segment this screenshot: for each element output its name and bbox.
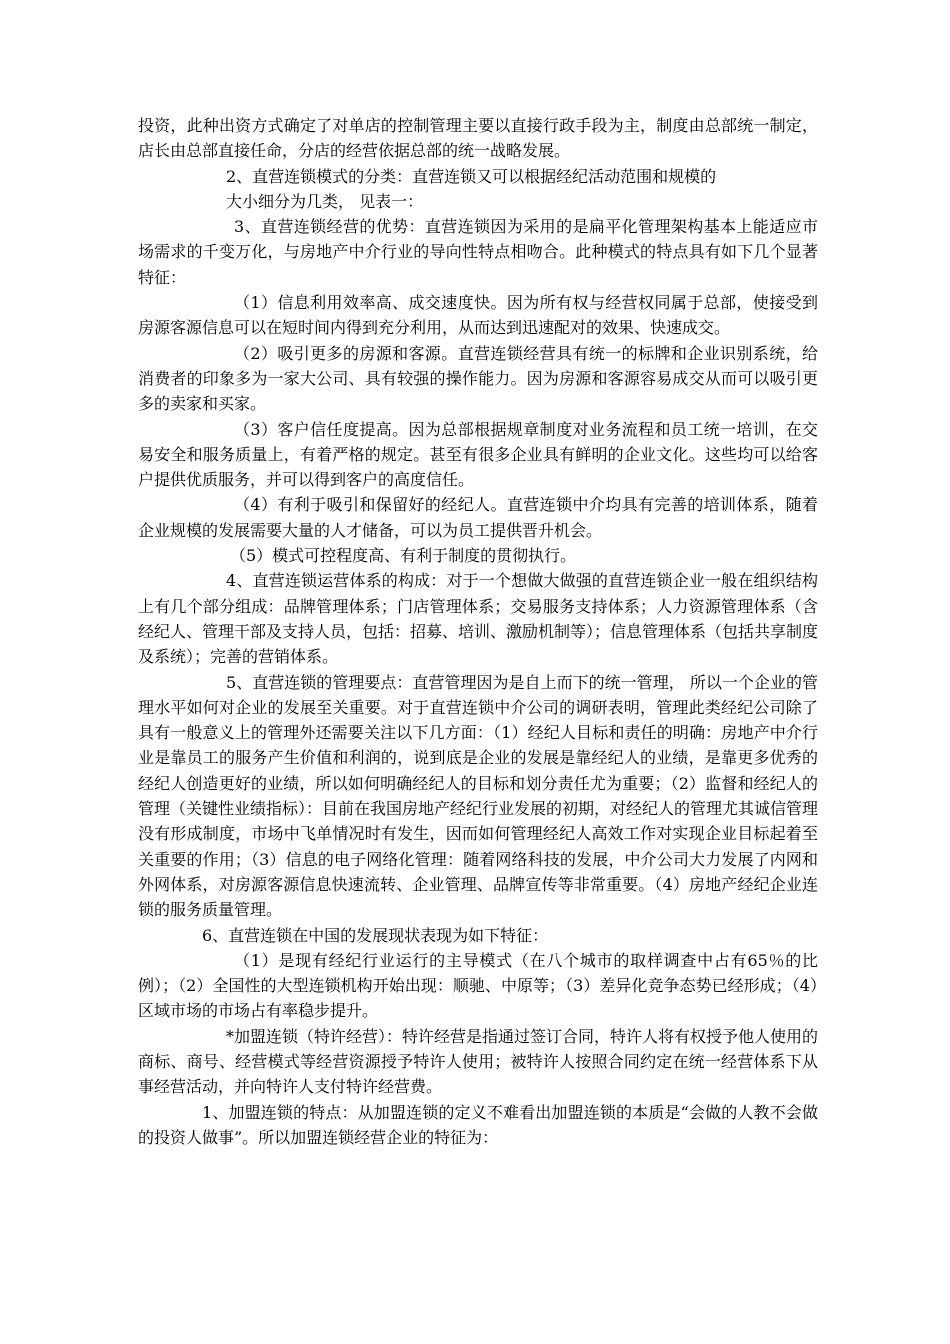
paragraph-advantage-5: （5）模式可控程度高、有利于制度的贯彻执行。	[230, 546, 577, 566]
paragraph-advantage-4: （4）有利于吸引和保留好的经纪人。直营连锁中介均具有完善的培训体系，随着企业规模的发展需要大量的人才储备，可以为员工提供晋升机会。	[138, 495, 818, 540]
paragraph-classification: 2、直营连锁模式的分类：直营连锁又可以根据经纪活动范围和规模的	[226, 166, 717, 186]
paragraph-china-status-items: （1）是现有经纪行业运行的主导模式（在八个城市的取样调查中占有65％的比例）；（2）全国性的大型连锁机构开始出现：顺驰、中原等；（3）差异化竞争态势已经形成；（4）区域市场的市场占有率稳步提升。	[138, 950, 818, 1021]
document-body	[138, 113, 818, 1150]
paragraph-investment-intro: 投资，此种出资方式确定了对单店的控制管理主要以直接行政手段为主，制度由总部统一制定，店长由总部直接任命，分店的经营依据总部的统一战略发展。	[138, 116, 818, 161]
paragraph-operating-system: 4、直营连锁运营体系的构成：对于一个想做大做强的直营连锁企业一般在组织结构上有几个部分组成：品牌管理体系；门店管理体系；交易服务支持体系；人力资源管理体系（含经纪人、管理干部及支持人员，包括：招募、培训、激励机制等）；信息管理体系（包括共享制度及系统）；完善的营销体系。	[138, 571, 819, 667]
paragraph-classification-cont: 大小细分为几类， 见表一：	[226, 191, 424, 211]
paragraph-franchise-features: 1、加盟连锁的特点：从加盟连锁的定义不难看出加盟连锁的本质是“会做的人教不会做的投资人做事”。所以加盟连锁经营企业的特征为：	[138, 1102, 818, 1147]
paragraph-advantages: 3、直营连锁经营的优势：直营连锁因为采用的是扁平化管理架构基本上能适应市场需求的千变万化，与房地产中介行业的导向性特点相吻合。此种模式的特点具有如下几个显著特征：	[138, 217, 818, 287]
paragraph-franchise-definition: *加盟连锁（特许经营）：特许经营是指通过签订合同，特许人将有权授予他人使用的商标、商号、经营模式等经营资源授予特许人使用；被特许人按照合同约定在统一经营体系下从事经营活动，并向特许人支付特许经营费。	[138, 1026, 819, 1097]
paragraph-advantage-2: （2）吸引更多的房源和客源。直营连锁经营具有统一的标牌和企业识别系统，给消费者的印象多为一家大公司、具有较强的操作能力。因为房源和客源容易成交从而可以吸引更多的卖家和买家。	[138, 343, 818, 414]
paragraph-china-status: 6、直营连锁在中国的发展现状表现为如下特征：	[202, 925, 549, 945]
paragraph-management-points: 5、直营连锁的管理要点：直营管理因为是自上而下的统一管理， 所以一个企业的管理水平如何对企业的发展至关重要。对于直营连锁中介公司的调研表明，管理此类经纪公司除了具有一般意义上的管理外还需要关注以下几方面：（1）经纪人目标和责任的明确：房地产中介行业是靠员工的服务产生价值和利润的，说到底是企业的发展是靠经纪人的业绩，是靠更多优秀的经纪人创造更好的业绩，所以如何明确经纪人的目标和划分责任尤为重要；（2）监督和经纪人的管理（关键性业绩指标）：目前在我国房地产经纪行业发展的初期，对经纪人的管理尤其诚信管理没有形成制度，市场中飞单情况时有发生，因而如何管理经纪人高效工作对实现企业目标起着至关重要的作用；（3）信息的电子网络化管理：随着网络科技的发展，中介公司大力发展了内网和外网体系，对房源客源信息快速流转、企业管理、品牌宣传等非常重要。（4）房地产经纪企业连锁的服务质量管理。	[138, 672, 819, 920]
paragraph-advantage-3: （3）客户信任度提高。因为总部根据规章制度对业务流程和员工统一培训，在交易安全和服务质量上，有着严格的规定。甚至有很多企业具有鲜明的企业文化。这些均可以给客户提供优质服务，并可以得到客户的高度信任。	[138, 419, 818, 490]
paragraph-advantage-1: （1）信息利用效率高、成交速度快。因为所有权与经营权同属于总部，使接受到房源客源信息可以在短时间内得到充分利用，从而达到迅速配对的效果、快速成交。	[138, 293, 818, 338]
